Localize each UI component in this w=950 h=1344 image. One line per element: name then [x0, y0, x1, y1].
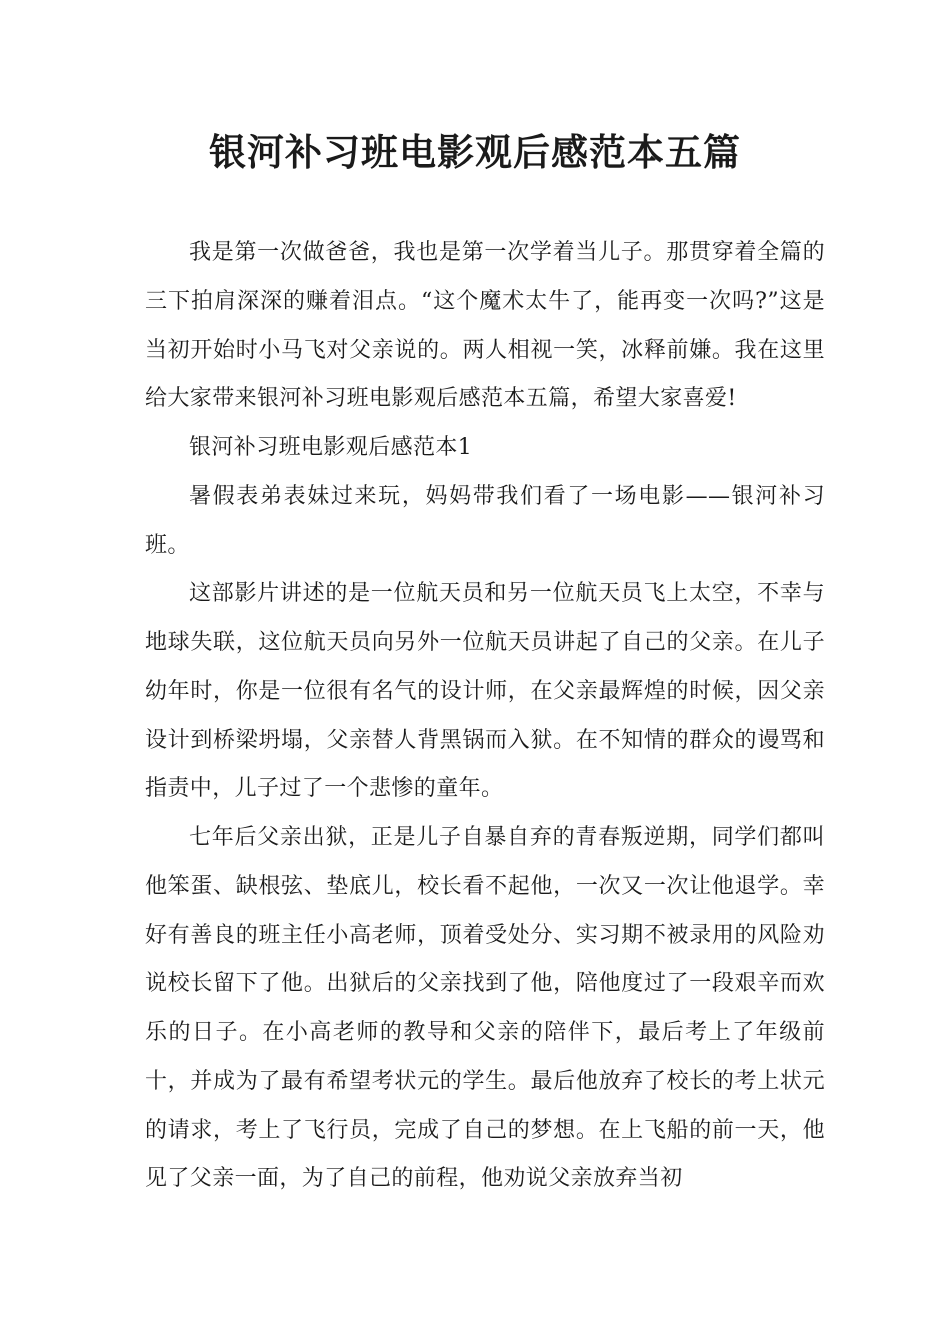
body-paragraph: 七年后父亲出狱，正是儿子自暴自弃的青春叛逆期，同学们都叫他笨蛋、缺根弦、垫底儿，校长看不起他，一次又一次让他退学。幸好有善良的班主任小高老师，顶着受处分、实习期不被录用的风险劝说校长留下了他。出狱后的父亲找到了他，陪他度过了一段艰辛而欢乐的日子。在小高老师的教导和父亲的陪伴下，最后考上了年级前十，并成为了最有希望考状元的学生。最后他放弃了校长的考上状元的请求，考上了飞行员，完成了自己的梦想。在上飞船的前一天，他见了父亲一面，为了自己的前程，他劝说父亲放弃当初 [145, 825, 825, 1192]
body-paragraph: 这部影片讲述的是一位航天员和另一位航天员飞上太空，不幸与地球失联，这位航天员向另外一位航天员讲起了自己的父亲。在儿子幼年时，你是一位很有名气的设计师，在父亲最辉煌的时候，因父亲设计到桥梁坍塌，父亲替人背黑锅而入狱。在不知情的群众的谩骂和指责中，儿子过了一个悲惨的童年。 [145, 581, 825, 802]
intro-paragraph: 我是第一次做爸爸，我也是第一次学着当儿子。那贯穿着全篇的三下拍肩深深的赚着泪点。“这个魔术太牛了，能再变一次吗?”这是当初开始时小马飞对父亲说的。两人相视一笑，冰释前嫌。我在这里给大家带来银河补习班电影观后感范本五篇，希望大家喜爱! [145, 240, 825, 412]
document-title: 银河补习班电影观后感范本五篇 [209, 131, 741, 174]
body-paragraph: 暑假表弟表妹过来玩，妈妈带我们看了一场电影——银河补习班。 [145, 483, 825, 558]
document-body [145, 229, 825, 1204]
section-heading: 银河补习班电影观后感范本1 [189, 435, 473, 460]
